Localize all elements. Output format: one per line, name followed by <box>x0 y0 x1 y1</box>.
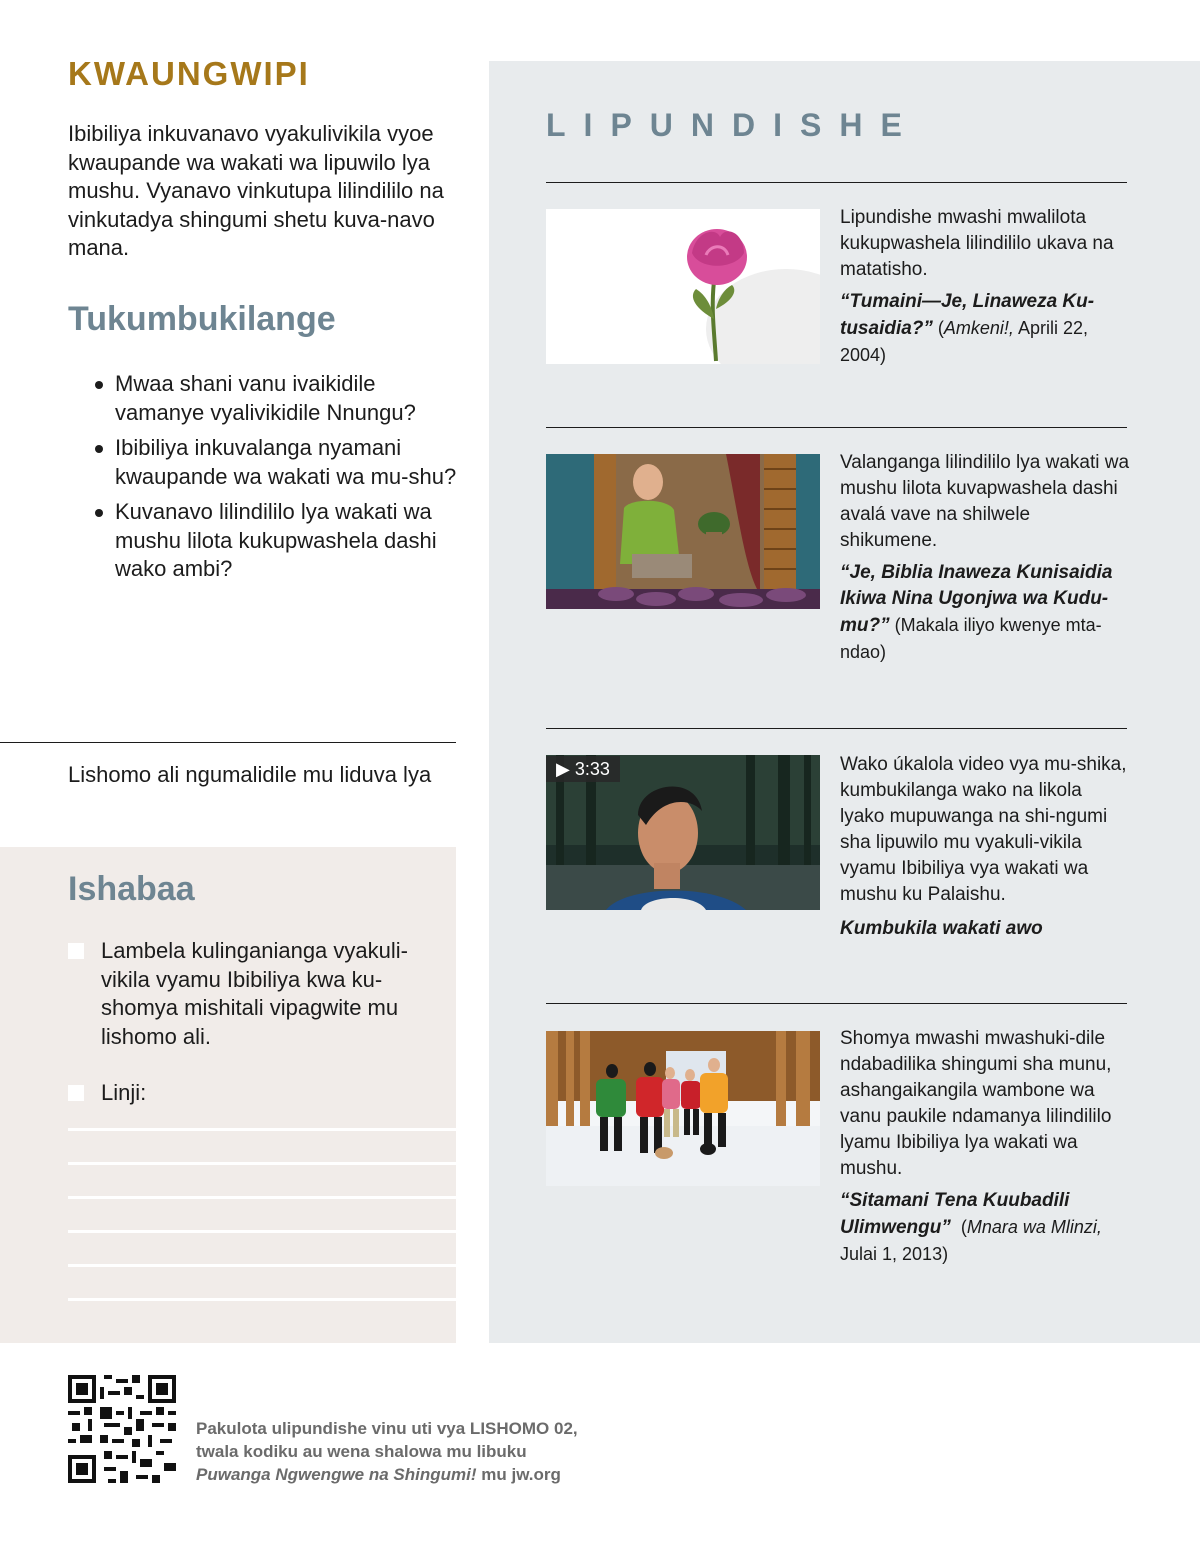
explore-item-text: Valanganga lilindililo lya wakati wa mushu lilota kuvapwashela dashi avalá vave na shilwele shikumene. <box>840 452 1130 551</box>
explore-item-text: Lipundishe mwashi mwalilota kukupwashela lilindililo ukava na matatisho. <box>840 207 1114 280</box>
explore-heading: LIPUNDISHE <box>546 107 920 143</box>
divider <box>0 742 456 743</box>
explore-item <box>840 205 1130 369</box>
explore-item <box>840 450 1130 666</box>
completed-date-label: Lishomo ali ngumalidile mu liduva lya <box>68 762 432 787</box>
source-publication: Amkeni!, <box>943 318 1014 338</box>
task-checkbox[interactable] <box>68 943 84 959</box>
writing-line[interactable] <box>68 1264 456 1267</box>
family-walking-in-snow-photo[interactable] <box>546 1031 820 1186</box>
footer-line: twala kodiku au wena shalowa mu libuku <box>196 1442 527 1461</box>
video-link[interactable]: Kumbukila wakati awo <box>840 918 1043 939</box>
explore-item-text: Wako úkalola video vya mu-shika, kumbukilanga wako na likola lyako mupuwanga na shi-ngumi sha lipuwilo mu vyakuli-vikila vyamu Ibibiliya vya wakati wa mushu ku Palaishu. <box>840 754 1127 905</box>
video-duration-badge[interactable]: ▶ 3:33 <box>546 756 620 782</box>
footer-text <box>196 1417 578 1486</box>
divider <box>546 1003 1127 1004</box>
explore-item <box>840 1026 1130 1268</box>
pink-flower-photo[interactable] <box>546 209 820 364</box>
source-publication: Mnara wa Mlinzi, <box>966 1217 1102 1237</box>
writing-line[interactable] <box>68 1162 456 1165</box>
writing-line[interactable] <box>68 1196 456 1199</box>
source-date: Julai 1, 2013) <box>840 1244 949 1264</box>
task-other-label: Linji: <box>101 1080 147 1105</box>
footer-line: Pakulota ulipundishe vinu uti vya LISHOMO 02, <box>196 1419 578 1438</box>
divider <box>546 182 1127 183</box>
task-text: Lambela kulinganianga vyakuli-vikila vyamu Ibibiliya kwa ku-shomya mishitali vipagwite mu lishomo ali. <box>101 938 408 1049</box>
link-title[interactable]: “Je, Biblia Inaweza Kunisaidia Ikiwa Nina Ugonjwa wa Kudu-mu?” <box>840 562 1113 636</box>
writing-line[interactable] <box>68 1128 456 1131</box>
tasks-heading: Ishabaa <box>68 870 195 908</box>
book-title: Puwanga Ngwengwe na Shingumi! <box>196 1465 477 1484</box>
summary-text: Ibibiliya inkuvanavo vyakulivikila vyoe kwaupande wa wakati wa lipuwilo lya mushu. Vyanavo vinkutupa lilindililo na vinkutadya shingumi shetu kuva-navo mana. <box>68 121 444 260</box>
review-question: Mwaa shani vanu ivaikidile vamanye vyalivikidile Nnungu? <box>92 370 462 427</box>
writing-line[interactable] <box>68 1298 456 1301</box>
explore-item-text: Shomya mwashi mwashuki-dile ndabadilika shingumi sha munu, ashangaikangila wambone wa vanu paukile ndamanya lilindililo lyamu Ibibiliya lya wakati wa mushu. <box>840 1028 1112 1179</box>
source-date: Aprili 22, 2004) <box>840 318 1088 365</box>
link-title[interactable]: “Tumaini—Je, Linaweza Ku-tusaidia?” <box>840 291 1095 339</box>
article-link[interactable]: “Sitamani Tena Kuubadili Ulimwengu” (Mnara wa Mlinzi, Julai 1, 2013) <box>840 1190 1102 1264</box>
task-checkbox[interactable] <box>68 1085 84 1101</box>
article-link[interactable] <box>840 560 1130 666</box>
qr-code[interactable] <box>68 1375 176 1483</box>
link-title[interactable]: “Sitamani Tena Kuubadili Ulimwengu” <box>840 1190 1070 1238</box>
review-question: Kuvanavo lilindililo lya wakati wa mushu lilota kukupwashela dashi wako ambi? <box>92 498 462 584</box>
explore-item <box>840 752 1130 942</box>
footer-line <box>196 1463 578 1486</box>
article-link[interactable]: “Tumaini—Je, Linaweza Ku-tusaidia?” (Amkeni!, Aprili 22, 2004) <box>840 291 1095 365</box>
footer-site[interactable]: mu jw.org <box>476 1465 561 1484</box>
review-heading: Tukumbukilange <box>68 300 336 338</box>
writing-line[interactable] <box>68 1230 456 1233</box>
review-question: Ibibiliya inkuvalanga nyamani kwaupande wa wakati wa mu-shu? <box>92 434 462 491</box>
man-in-wheelchair-photo[interactable] <box>546 454 820 609</box>
divider <box>546 427 1127 428</box>
review-list <box>92 370 462 591</box>
source-note: (Makala iliyo kwenye mta-ndao) <box>840 615 1102 662</box>
summary-heading: KWAUNGWIPI <box>68 55 310 92</box>
divider <box>546 728 1127 729</box>
